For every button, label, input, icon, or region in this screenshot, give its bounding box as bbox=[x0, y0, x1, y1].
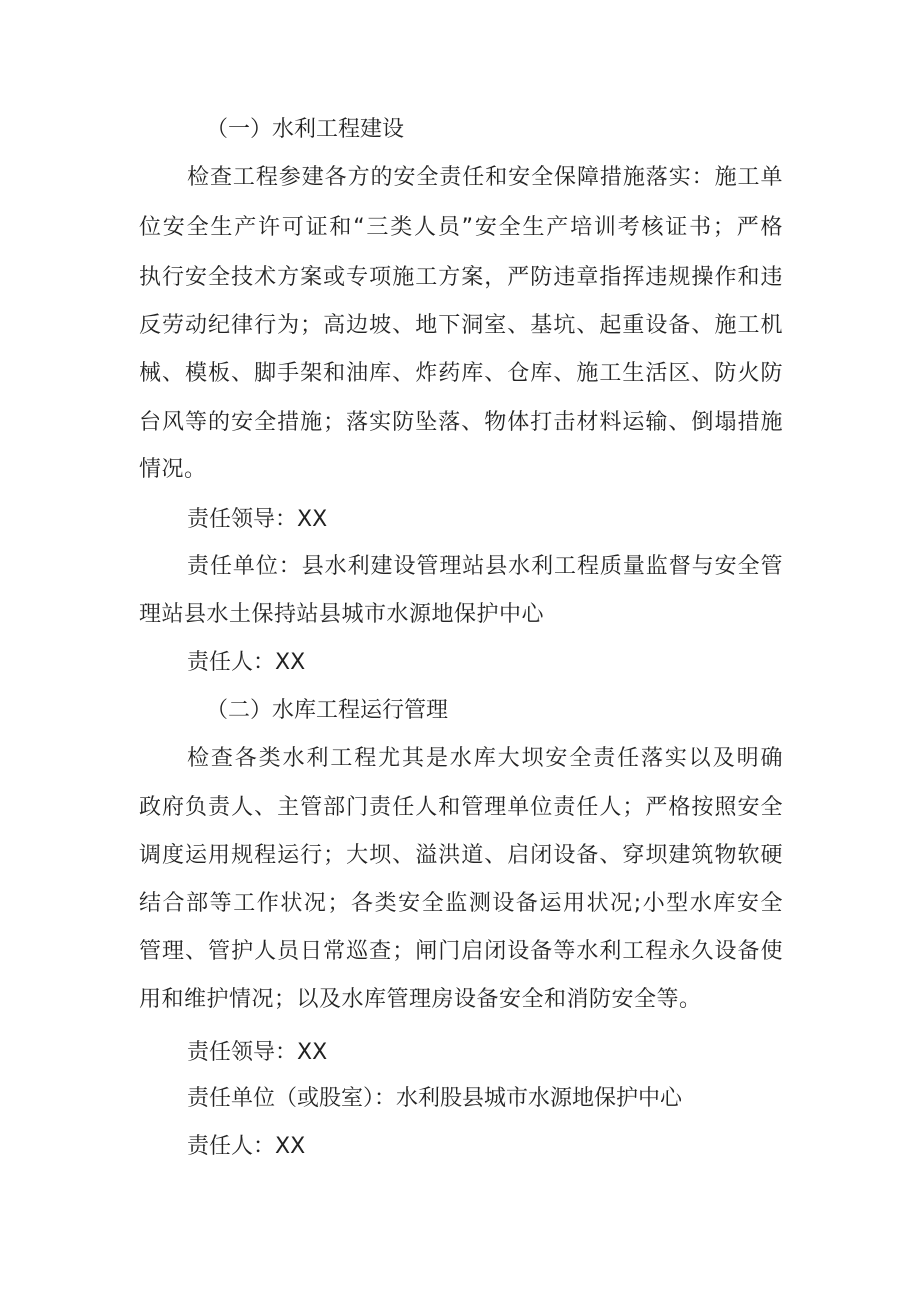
section1-person: 责任人：XX bbox=[187, 650, 306, 675]
section2-heading: （二）水库工程运行管理 bbox=[206, 698, 449, 723]
section1-unit-line: 理站县水土保持站县城市水源地保护中心 bbox=[139, 602, 545, 627]
section1-heading: （一）水利工程建设 bbox=[206, 117, 405, 142]
section2-paragraph-line: 调度运用规程运行；大坝、溢洪道、启闭设备、穿坝建筑物软硬 bbox=[139, 843, 783, 868]
section2-paragraph-line: 结合部等工作状况；各类安全监测设备运用状况;小型水库安全 bbox=[139, 891, 783, 916]
section1-paragraph-line: 台风等的安全措施；落实防坠落、物体打击材料运输、倒塌措施 bbox=[139, 410, 783, 435]
section1-paragraph-line: 情况。 bbox=[139, 457, 207, 482]
section1-paragraph-line: 执行安全技术方案或专项施工方案，严防违章指挥违规操作和违 bbox=[139, 265, 783, 290]
section1-paragraph-line: 反劳动纪律行为；高边坡、地下洞室、基坑、起重设备、施工机 bbox=[139, 313, 783, 338]
section1-paragraph-line: 械、模板、脚手架和油库、炸药库、仓库、施工生活区、防火防 bbox=[139, 361, 783, 386]
section2-leader: 责任领导：XX bbox=[187, 1040, 328, 1065]
section2-paragraph-line: 检查各类水利工程尤其是水库大坝安全责任落实以及明确 bbox=[187, 746, 783, 771]
section2-unit: 责任单位（或股室）：水利股县城市水源地保护中心 bbox=[187, 1086, 683, 1111]
section2-person: 责任人：XX bbox=[187, 1134, 306, 1159]
section2-paragraph-line: 政府负责人、主管部门责任人和管理单位责任人；严格按照安全 bbox=[139, 795, 783, 820]
section2-paragraph-line: 管理、管护人员日常巡查；闸门启闭设备等水利工程永久设备使 bbox=[139, 939, 783, 964]
section1-leader: 责任领导：XX bbox=[187, 507, 328, 532]
section1-paragraph-line: 位安全生产许可证和“三类人员”安全生产培训考核证书；严格 bbox=[139, 215, 784, 240]
section1-paragraph-line: 检查工程参建各方的安全责任和安全保障措施落实：施工单 bbox=[187, 165, 783, 190]
section2-paragraph-line: 用和维护情况；以及水库管理房设备安全和消防安全等。 bbox=[139, 987, 702, 1012]
section1-unit-line: 责任单位：县水利建设管理站县水利工程质量监督与安全管 bbox=[187, 554, 783, 579]
